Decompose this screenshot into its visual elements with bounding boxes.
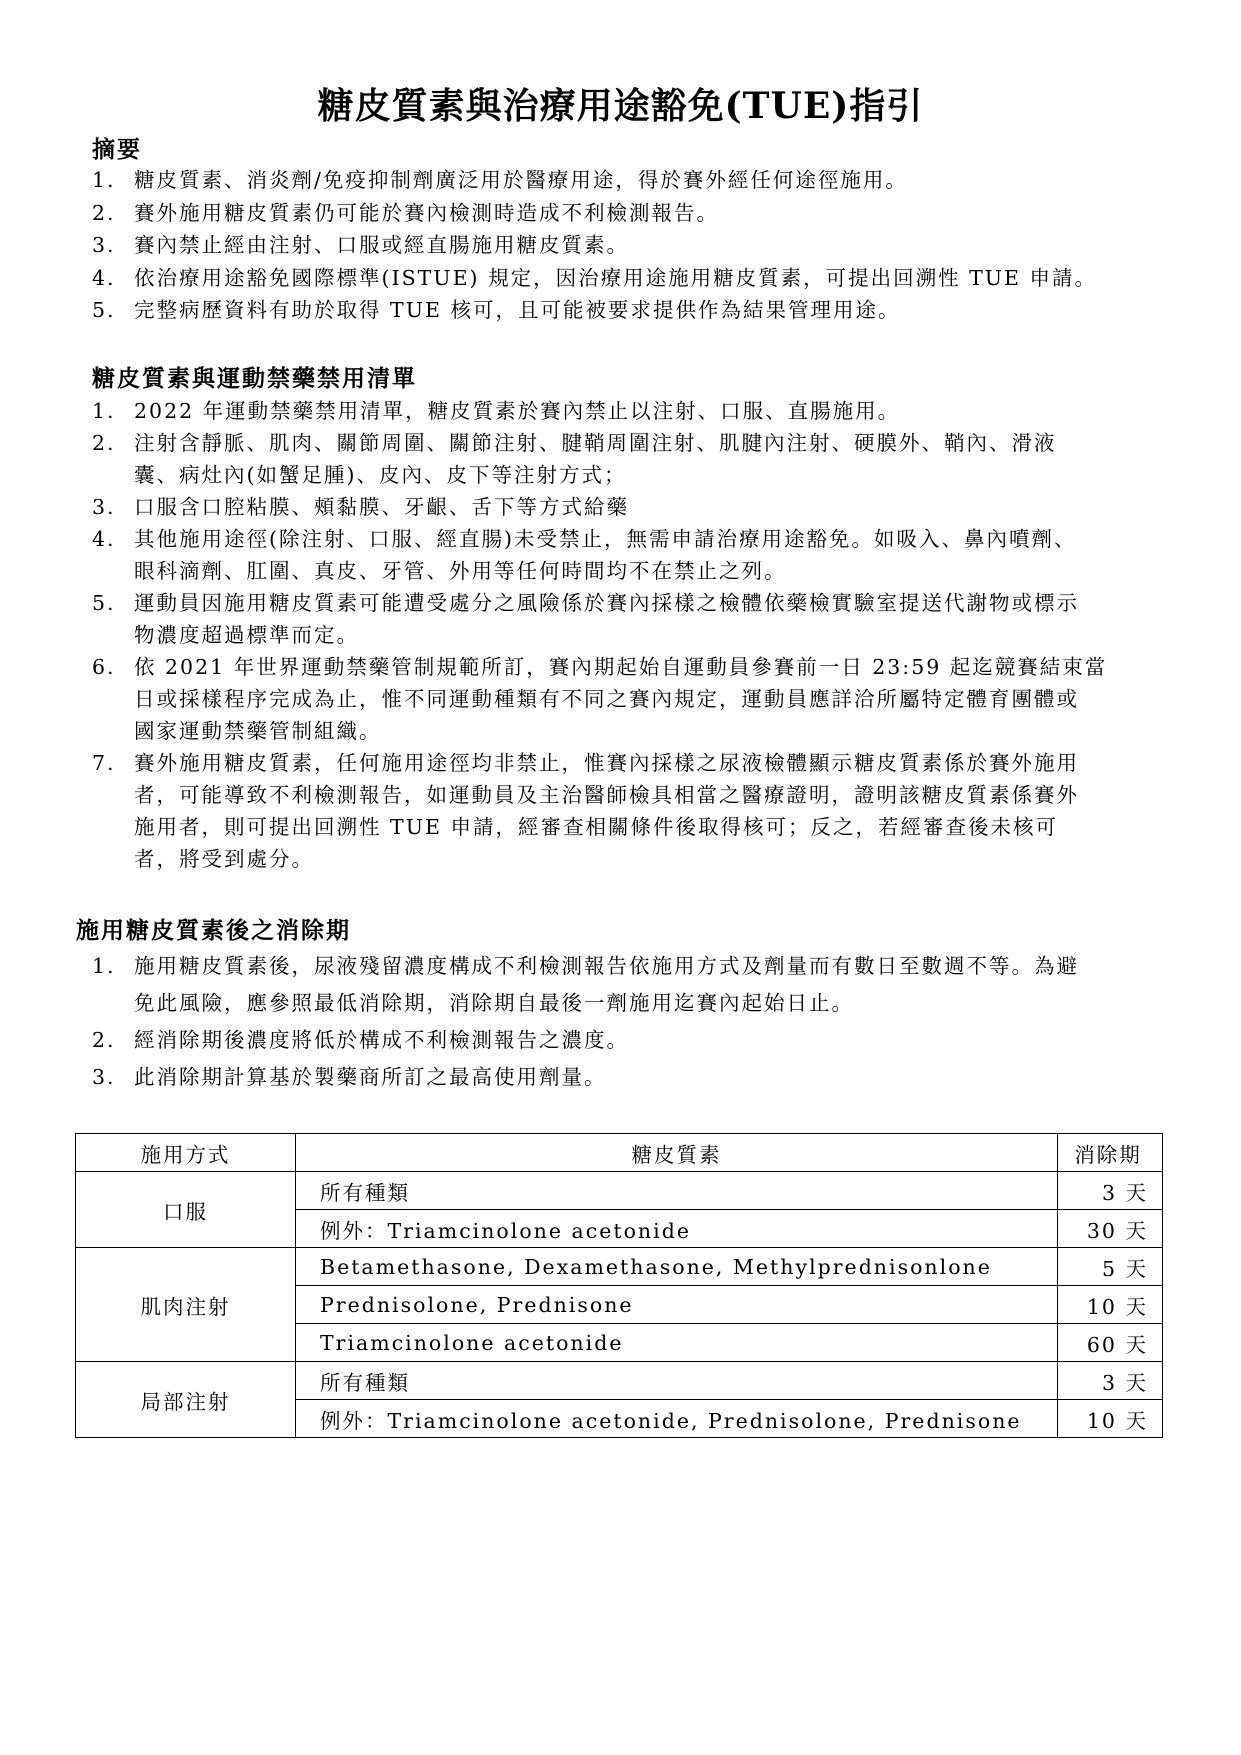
- days-cell: 60 天: [1058, 1324, 1163, 1362]
- drug-cell: Betamethasone, Dexamethasone, Methylprednisonlone: [296, 1248, 1058, 1286]
- drug-cell: Prednisolone, Prednisone: [296, 1286, 1058, 1324]
- list-item: 3. 口服含口腔粘膜、頰黏膜、牙齦、舌下等方式給藥: [92, 495, 629, 519]
- method-cell: 局部注射: [76, 1362, 296, 1438]
- days-cell: 3 天: [1058, 1362, 1163, 1400]
- list-item: 6. 依 2021 年世界運動禁藥管制規範所訂，賽內期起始自運動員參賽前一日 23:59 起迄競賽結束當 日或採樣程序完成為止，惟不同運動種類有不同之賽內規定，運動員應詳洽所屬特定體育團體或 國家運動禁藥管制組織。: [92, 655, 1108, 743]
- list-item: 5. 運動員因施用糖皮質素可能遭受處分之風險係於賽內採樣之檢體依藥檢實驗室提送代謝物或標示 物濃度超過標準而定。: [92, 591, 1079, 647]
- summary-heading: 摘要: [92, 136, 142, 163]
- list-item: 2. 經消除期後濃度將低於構成不利檢測報告之濃度。: [92, 1028, 629, 1052]
- drug-cell: 例外：Triamcinolone acetonide: [296, 1210, 1058, 1248]
- summary-list: [92, 164, 1182, 327]
- list-item: 3. 此消除期計算基於製藥商所訂之最高使用劑量。: [92, 1065, 607, 1089]
- method-cell: 肌肉注射: [76, 1248, 296, 1362]
- table-row: [76, 1172, 1163, 1210]
- days-cell: 30 天: [1058, 1210, 1163, 1248]
- document-title: 糖皮質素與治療用途豁免(TUE)指引: [317, 85, 924, 127]
- header-method: 施用方式: [76, 1134, 296, 1172]
- washout-heading: 施用糖皮質素後之消除期: [76, 917, 351, 944]
- table-header-row: [76, 1134, 1163, 1172]
- header-days: 消除期: [1058, 1134, 1163, 1172]
- list-item: 1. 施用糖皮質素後，尿液殘留濃度構成不利檢測報告依施用方式及劑量而有數日至數週不等。為避 免此風險，應參照最低消除期，消除期自最後一劑施用迄賽內起始日止。: [92, 954, 1079, 1015]
- prohibited-heading: 糖皮質素與運動禁藥禁用清單: [92, 365, 417, 392]
- days-cell: 5 天: [1058, 1248, 1163, 1286]
- header-drug: 糖皮質素: [296, 1134, 1058, 1172]
- days-cell: 10 天: [1058, 1400, 1163, 1438]
- method-cell: 口服: [76, 1172, 296, 1248]
- list-item: 4. 依治療用途豁免國際標準(ISTUE) 規定，因治療用途施用糖皮質素，可提出回溯性 TUE 申請。: [92, 265, 1098, 290]
- washout-table: [75, 1133, 1163, 1438]
- list-item: 4. 其他施用途徑(除注射、口服、經直腸)未受禁止，無需申請治療用途豁免。如吸入、鼻內噴劑、 眼科滴劑、肛圍、真皮、牙管、外用等任何時間均不在禁止之列。: [92, 527, 1077, 583]
- days-cell: 3 天: [1058, 1172, 1163, 1210]
- list-item: 2. 注射含靜脈、肌肉、關節周圍、關節注射、腱鞘周圍注射、肌腱內注射、硬膜外、鞘內、滑液 囊、病灶內(如蟹足腫)、皮內、皮下等注射方式；: [92, 431, 1057, 487]
- prohibited-list: [92, 395, 1182, 875]
- list-item: 5. 完整病歷資料有助於取得 TUE 核可，且可能被要求提供作為結果管理用途。: [92, 298, 901, 322]
- drug-cell: 所有種類: [296, 1362, 1058, 1400]
- table-row: [76, 1362, 1163, 1400]
- list-item: 1. 2022 年運動禁藥禁用清單，糖皮質素於賽內禁止以注射、口服、直腸施用。: [92, 399, 901, 423]
- list-item: 1. 糖皮質素、消炎劑/免疫抑制劑廣泛用於醫療用途，得於賽外經任何途徑施用。: [92, 168, 908, 192]
- drug-cell: 所有種類: [296, 1172, 1058, 1210]
- days-cell: 10 天: [1058, 1286, 1163, 1324]
- list-item: 7. 賽外施用糖皮質素，任何施用途徑均非禁止，惟賽內採樣之尿液檢體顯示糖皮質素係於賽外施用 者，可能導致不利檢測報告，如運動員及主治醫師檢具相當之醫療證明，證明該糖皮質素係賽外 施用者，則可提出回溯性 TUE 申請，經審查相關條件後取得核可；反之，若經審查後未核可 者，將受到處分。: [92, 751, 1079, 871]
- list-item: 2. 賽外施用糖皮質素仍可能於賽內檢測時造成不利檢測報告。: [92, 200, 719, 225]
- list-item: 3. 賽內禁止經由注射、口服或經直腸施用糖皮質素。: [92, 233, 629, 257]
- table-row: [76, 1248, 1163, 1286]
- drug-cell: 例外：Triamcinolone acetonide, Prednisolone, Prednisone: [296, 1400, 1058, 1438]
- washout-list: [92, 948, 1182, 1096]
- drug-cell: Triamcinolone acetonide: [296, 1324, 1058, 1362]
